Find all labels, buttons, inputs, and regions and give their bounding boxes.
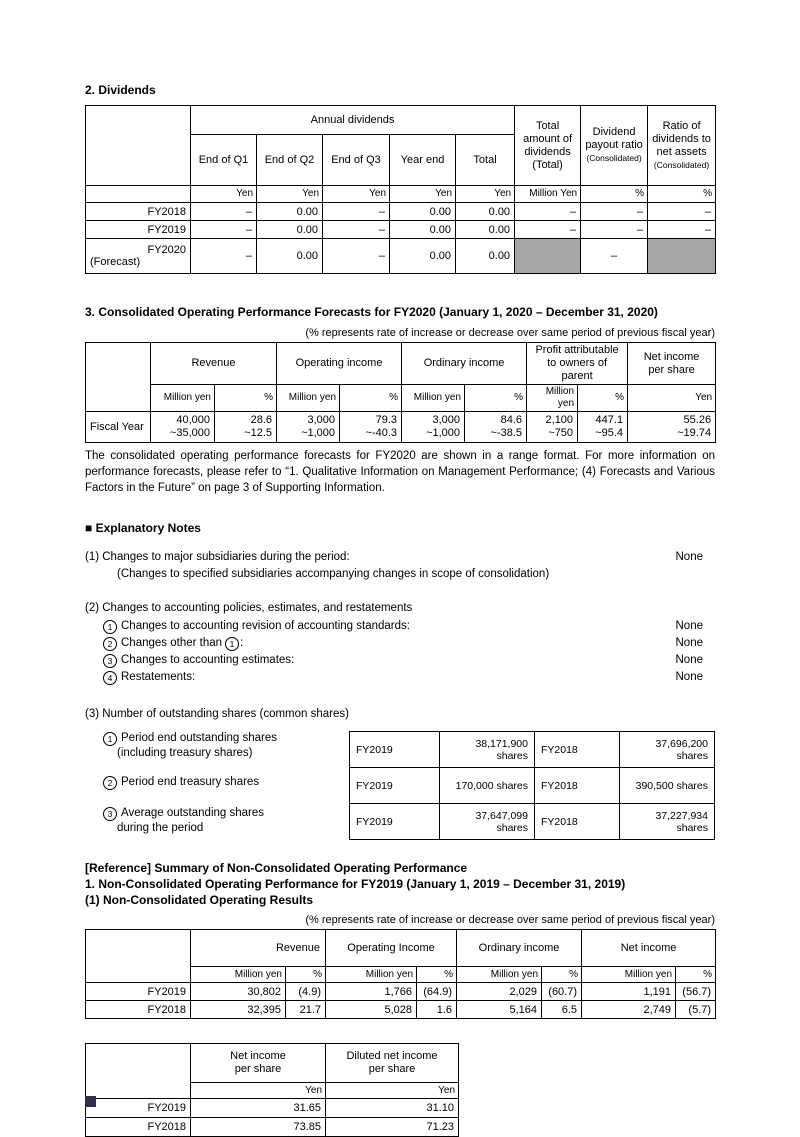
unit-cell: % (215, 385, 277, 412)
cell: 21.7 (286, 1001, 326, 1019)
reference-line1: 1. Non-Consolidated Operating Performance for FY2019 (January 1, 2019 – December 31, 2019) (85, 877, 626, 891)
payout-ratio-label: Dividend payout ratio (585, 126, 643, 151)
table-row-fiscal-year (86, 412, 716, 443)
col-operating-income: Operating Income (326, 930, 457, 967)
unit-cell: Million Yen (515, 186, 581, 203)
cell (86, 186, 191, 203)
unit-cell: Million yen (402, 385, 465, 412)
note-label: 1 Changes to accounting revision of accounting standards: (103, 618, 410, 635)
cell: 0.00 (257, 203, 323, 221)
cell: (60.7) (542, 983, 582, 1001)
note-item-2-row-1 (85, 618, 715, 635)
cell: – (323, 239, 390, 274)
cell: FY2018 (535, 732, 620, 768)
unit-cell: Yen (191, 186, 257, 203)
note-value: None (675, 551, 703, 563)
note-label: 3 Changes to accounting estimates: (103, 652, 294, 669)
cell: 0.00 (390, 239, 456, 274)
cell: 5,028 (326, 1001, 417, 1019)
cell: 31.65 (191, 1099, 326, 1118)
note-item-2-row-2 (85, 635, 715, 652)
note-label: 2 Changes other than 1 : (103, 635, 243, 652)
cell: 55.26 ~19.74 (628, 412, 716, 443)
col-revenue: Revenue (151, 343, 277, 385)
note-item-3: (3) Number of outstanding shares (common shares) (85, 708, 349, 720)
cell: 5,164 (457, 1001, 542, 1019)
payout-ratio-header (581, 106, 648, 186)
shares-section (85, 731, 715, 840)
cell: 2,749 (582, 1001, 676, 1019)
cell: 1.6 (417, 1001, 457, 1019)
unit-cell: Million yen (191, 967, 286, 983)
col-end-q1: End of Q1 (191, 135, 257, 186)
col-net-income-per-share: Net income per share (191, 1044, 326, 1083)
cell: 30,802 (191, 983, 286, 1001)
note-item-2-row-3 (85, 652, 715, 669)
net-assets-ratio-label: Ratio of dividends to net assets (652, 119, 711, 158)
forecast-pct-note: (% represents rate of increase or decrease over same period of previous fiscal year) (305, 327, 715, 339)
unit-cell: Million yen (151, 385, 215, 412)
circled-number-icon: 2 (103, 637, 117, 651)
circled-number-icon: 2 (103, 776, 117, 790)
shares-item-2: 2 Period end treasury shares (85, 775, 349, 790)
unit-cell: Yen (257, 186, 323, 203)
row-label: FY2019 (86, 983, 191, 1001)
row-label: Fiscal Year (86, 412, 151, 443)
cell: – (323, 203, 390, 221)
cell: 390,500 shares (620, 768, 715, 804)
cell: FY2018 (535, 768, 620, 804)
table-row-fy2019 (86, 1099, 459, 1118)
non-consolidated-results-table (85, 929, 716, 1019)
row-label-line2: (Forecast) (90, 256, 141, 268)
cell: 3,000 ~1,000 (277, 412, 340, 443)
cell: 6.5 (542, 1001, 582, 1019)
cell: 73.85 (191, 1118, 326, 1137)
unit-cell: Million yen (277, 385, 340, 412)
circled-number-icon: 4 (103, 671, 117, 685)
col-total: Total (456, 135, 515, 186)
note-value: None (675, 637, 703, 649)
table-row-fy2020-forecast (86, 239, 716, 274)
cell: – (648, 221, 716, 239)
dividends-table (85, 105, 716, 274)
col-ordinary-income: Ordinary income (457, 930, 582, 967)
cell: – (191, 203, 257, 221)
per-share-table (85, 1043, 459, 1137)
col-diluted-net-income-per-share: Diluted net income per share (326, 1044, 459, 1083)
note-value: None (675, 671, 703, 683)
explanatory-notes-title: ■ Explanatory Notes (85, 521, 201, 535)
unit-cell: % (286, 967, 326, 983)
cell: 40,000 ~35,000 (151, 412, 215, 443)
blank-corner-cell (86, 106, 191, 186)
unit-cell: Million yen (527, 385, 578, 412)
unit-cell: % (581, 186, 648, 203)
row-label: FY2018 (86, 1118, 191, 1137)
shaded-cell (515, 239, 581, 274)
nc-header-row (86, 930, 716, 967)
table-row-fy2018 (86, 1001, 716, 1019)
cell: – (515, 221, 581, 239)
reference-title: [Reference] Summary of Non-Consolidated Operating Performance (85, 861, 468, 875)
unit-cell: % (417, 967, 457, 983)
cell: 0.00 (456, 221, 515, 239)
cell: 0.00 (456, 239, 515, 274)
cell: – (581, 221, 648, 239)
cell: (4.9) (286, 983, 326, 1001)
reference-pct-note: (% represents rate of increase or decrease over same period of previous fiscal year) (305, 914, 715, 926)
cell: 0.00 (456, 203, 515, 221)
cell: – (191, 239, 257, 274)
cell: 38,171,900 shares (440, 732, 535, 768)
shares-item-1-sub: (including treasury shares) (117, 747, 253, 759)
table-row-fy2018 (86, 1118, 459, 1137)
cell: (56.7) (676, 983, 716, 1001)
unit-cell: Yen (456, 186, 515, 203)
cell: 28.6 ~12.5 (215, 412, 277, 443)
cell: – (648, 203, 716, 221)
note-item-1 (85, 549, 715, 566)
cell: FY2019 (350, 768, 440, 804)
cell: 0.00 (257, 239, 323, 274)
col-end-q3: End of Q3 (323, 135, 390, 186)
circled-number-icon: 1 (103, 620, 117, 634)
col-net-income-per-share: Net income per share (628, 343, 716, 385)
note-item-2-row-4 (85, 669, 715, 686)
forecast-note-paragraph: The consolidated operating performance forecasts for FY2020 are shown in a range format. For more information on performance forecasts, please refer to “1. Qualitative Information on Management Performance; (4) Forecasts and Various Factors in the Future” on page 3 of Supporting Information. (85, 450, 715, 494)
unit-cell: Yen (628, 385, 716, 412)
row-label: FY2018 (86, 1001, 191, 1019)
cell: FY2019 (350, 804, 440, 840)
col-year-end: Year end (390, 135, 456, 186)
blank-corner-cell (86, 1044, 191, 1099)
col-revenue: Revenue (191, 930, 326, 967)
shares-item-3: 3 Average outstanding shares (85, 806, 349, 821)
unit-cell: % (465, 385, 527, 412)
forecast-section-title: 3. Consolidated Operating Performance Forecasts for FY2020 (January 1, 2020 – December 31, 2020) (85, 305, 658, 319)
cell: 0.00 (390, 221, 456, 239)
dividends-section-title: 2. Dividends (85, 83, 156, 97)
unit-cell: Yen (390, 186, 456, 203)
cell: 37,696,200 shares (620, 732, 715, 768)
circled-number-icon: 1 (225, 637, 239, 651)
cell: 31.10 (326, 1099, 459, 1118)
cell: 170,000 shares (440, 768, 535, 804)
annual-dividends-header: Annual dividends (191, 106, 515, 135)
unit-cell: % (578, 385, 628, 412)
payout-consolidated-note: (Consolidated) (586, 153, 642, 163)
cell: 84.6 ~-38.5 (465, 412, 527, 443)
forecast-header-row (86, 343, 716, 385)
unit-cell: Million yen (582, 967, 676, 983)
forecast-table (85, 342, 716, 443)
cell: 37,647,099 shares (440, 804, 535, 840)
ratio-consolidated-note: (Consolidated) (653, 159, 710, 170)
row-label (86, 239, 191, 274)
unit-cell: Yen (326, 1083, 459, 1099)
col-end-q2: End of Q2 (257, 135, 323, 186)
forecast-units-row (86, 385, 716, 412)
cell: – (515, 203, 581, 221)
table-row (350, 804, 715, 840)
blank-corner-cell (86, 343, 151, 412)
cell: 0.00 (257, 221, 323, 239)
total-amount-header: Total amount of dividends (Total) (515, 106, 581, 186)
circled-number-icon: 3 (103, 654, 117, 668)
cell: – (581, 239, 648, 274)
col-net-income: Net income (582, 930, 716, 967)
row-label: FY2018 (86, 203, 191, 221)
cell: – (581, 203, 648, 221)
footer-mark (85, 1096, 96, 1107)
cell: 79.3 ~-40.3 (340, 412, 402, 443)
table-row-fy2018 (86, 203, 716, 221)
shaded-cell (648, 239, 716, 274)
row-label-line1: FY2020 (147, 244, 186, 256)
unit-cell: % (542, 967, 582, 983)
unit-cell: % (676, 967, 716, 983)
cell: (64.9) (417, 983, 457, 1001)
table-row (350, 768, 715, 804)
ps-header-row (86, 1044, 459, 1083)
col-ordinary-income: Ordinary income (402, 343, 527, 385)
cell: – (323, 221, 390, 239)
shares-item-1: 1 Period end outstanding shares (85, 731, 349, 746)
circled-number-icon: 1 (103, 732, 117, 746)
unit-cell: Yen (323, 186, 390, 203)
shares-table (349, 731, 715, 840)
cell: 447.1 ~95.4 (578, 412, 628, 443)
note-label: (1) Changes to major subsidiaries during the period: (85, 551, 350, 563)
cell: FY2018 (535, 804, 620, 840)
shares-items (85, 731, 349, 840)
net-assets-ratio-header (648, 106, 716, 186)
cell: 2,029 (457, 983, 542, 1001)
note-item-1-sub: (Changes to specified subsidiaries accompanying changes in scope of consolidation) (117, 568, 550, 580)
cell: 32,395 (191, 1001, 286, 1019)
cell: 0.00 (390, 203, 456, 221)
cell: 3,000 ~1,000 (402, 412, 465, 443)
table-row-fy2019 (86, 221, 716, 239)
cell: 37,227,934 shares (620, 804, 715, 840)
shares-item-3-sub: during the period (117, 822, 204, 834)
cell: 1,766 (326, 983, 417, 1001)
table-row-fy2019 (86, 983, 716, 1001)
blank-corner-cell (86, 930, 191, 983)
dividends-header-row-1 (86, 106, 716, 135)
cell: (5.7) (676, 1001, 716, 1019)
cell: FY2019 (350, 732, 440, 768)
cell: 71.23 (326, 1118, 459, 1137)
dividends-units-row (86, 186, 716, 203)
note-item-2: (2) Changes to accounting policies, estimates, and restatements (85, 602, 413, 614)
note-value: None (675, 654, 703, 666)
unit-cell: Million yen (326, 967, 417, 983)
reference-line2: (1) Non-Consolidated Operating Results (85, 893, 314, 907)
table-row (350, 732, 715, 768)
unit-cell: % (648, 186, 716, 203)
circled-number-icon: 3 (103, 807, 117, 821)
note-label: 4 Restatements: (103, 669, 195, 686)
unit-cell: Yen (191, 1083, 326, 1099)
cell: 1,191 (582, 983, 676, 1001)
unit-cell: Million yen (457, 967, 542, 983)
col-operating-income: Operating income (277, 343, 402, 385)
col-profit-attributable: Profit attributable to owners of parent (527, 343, 628, 385)
row-label: FY2019 (86, 221, 191, 239)
cell: 2,100 ~750 (527, 412, 578, 443)
cell: – (191, 221, 257, 239)
note-value: None (675, 620, 703, 632)
row-label: FY2019 (86, 1099, 191, 1118)
document-page (85, 0, 715, 1137)
unit-cell: % (340, 385, 402, 412)
